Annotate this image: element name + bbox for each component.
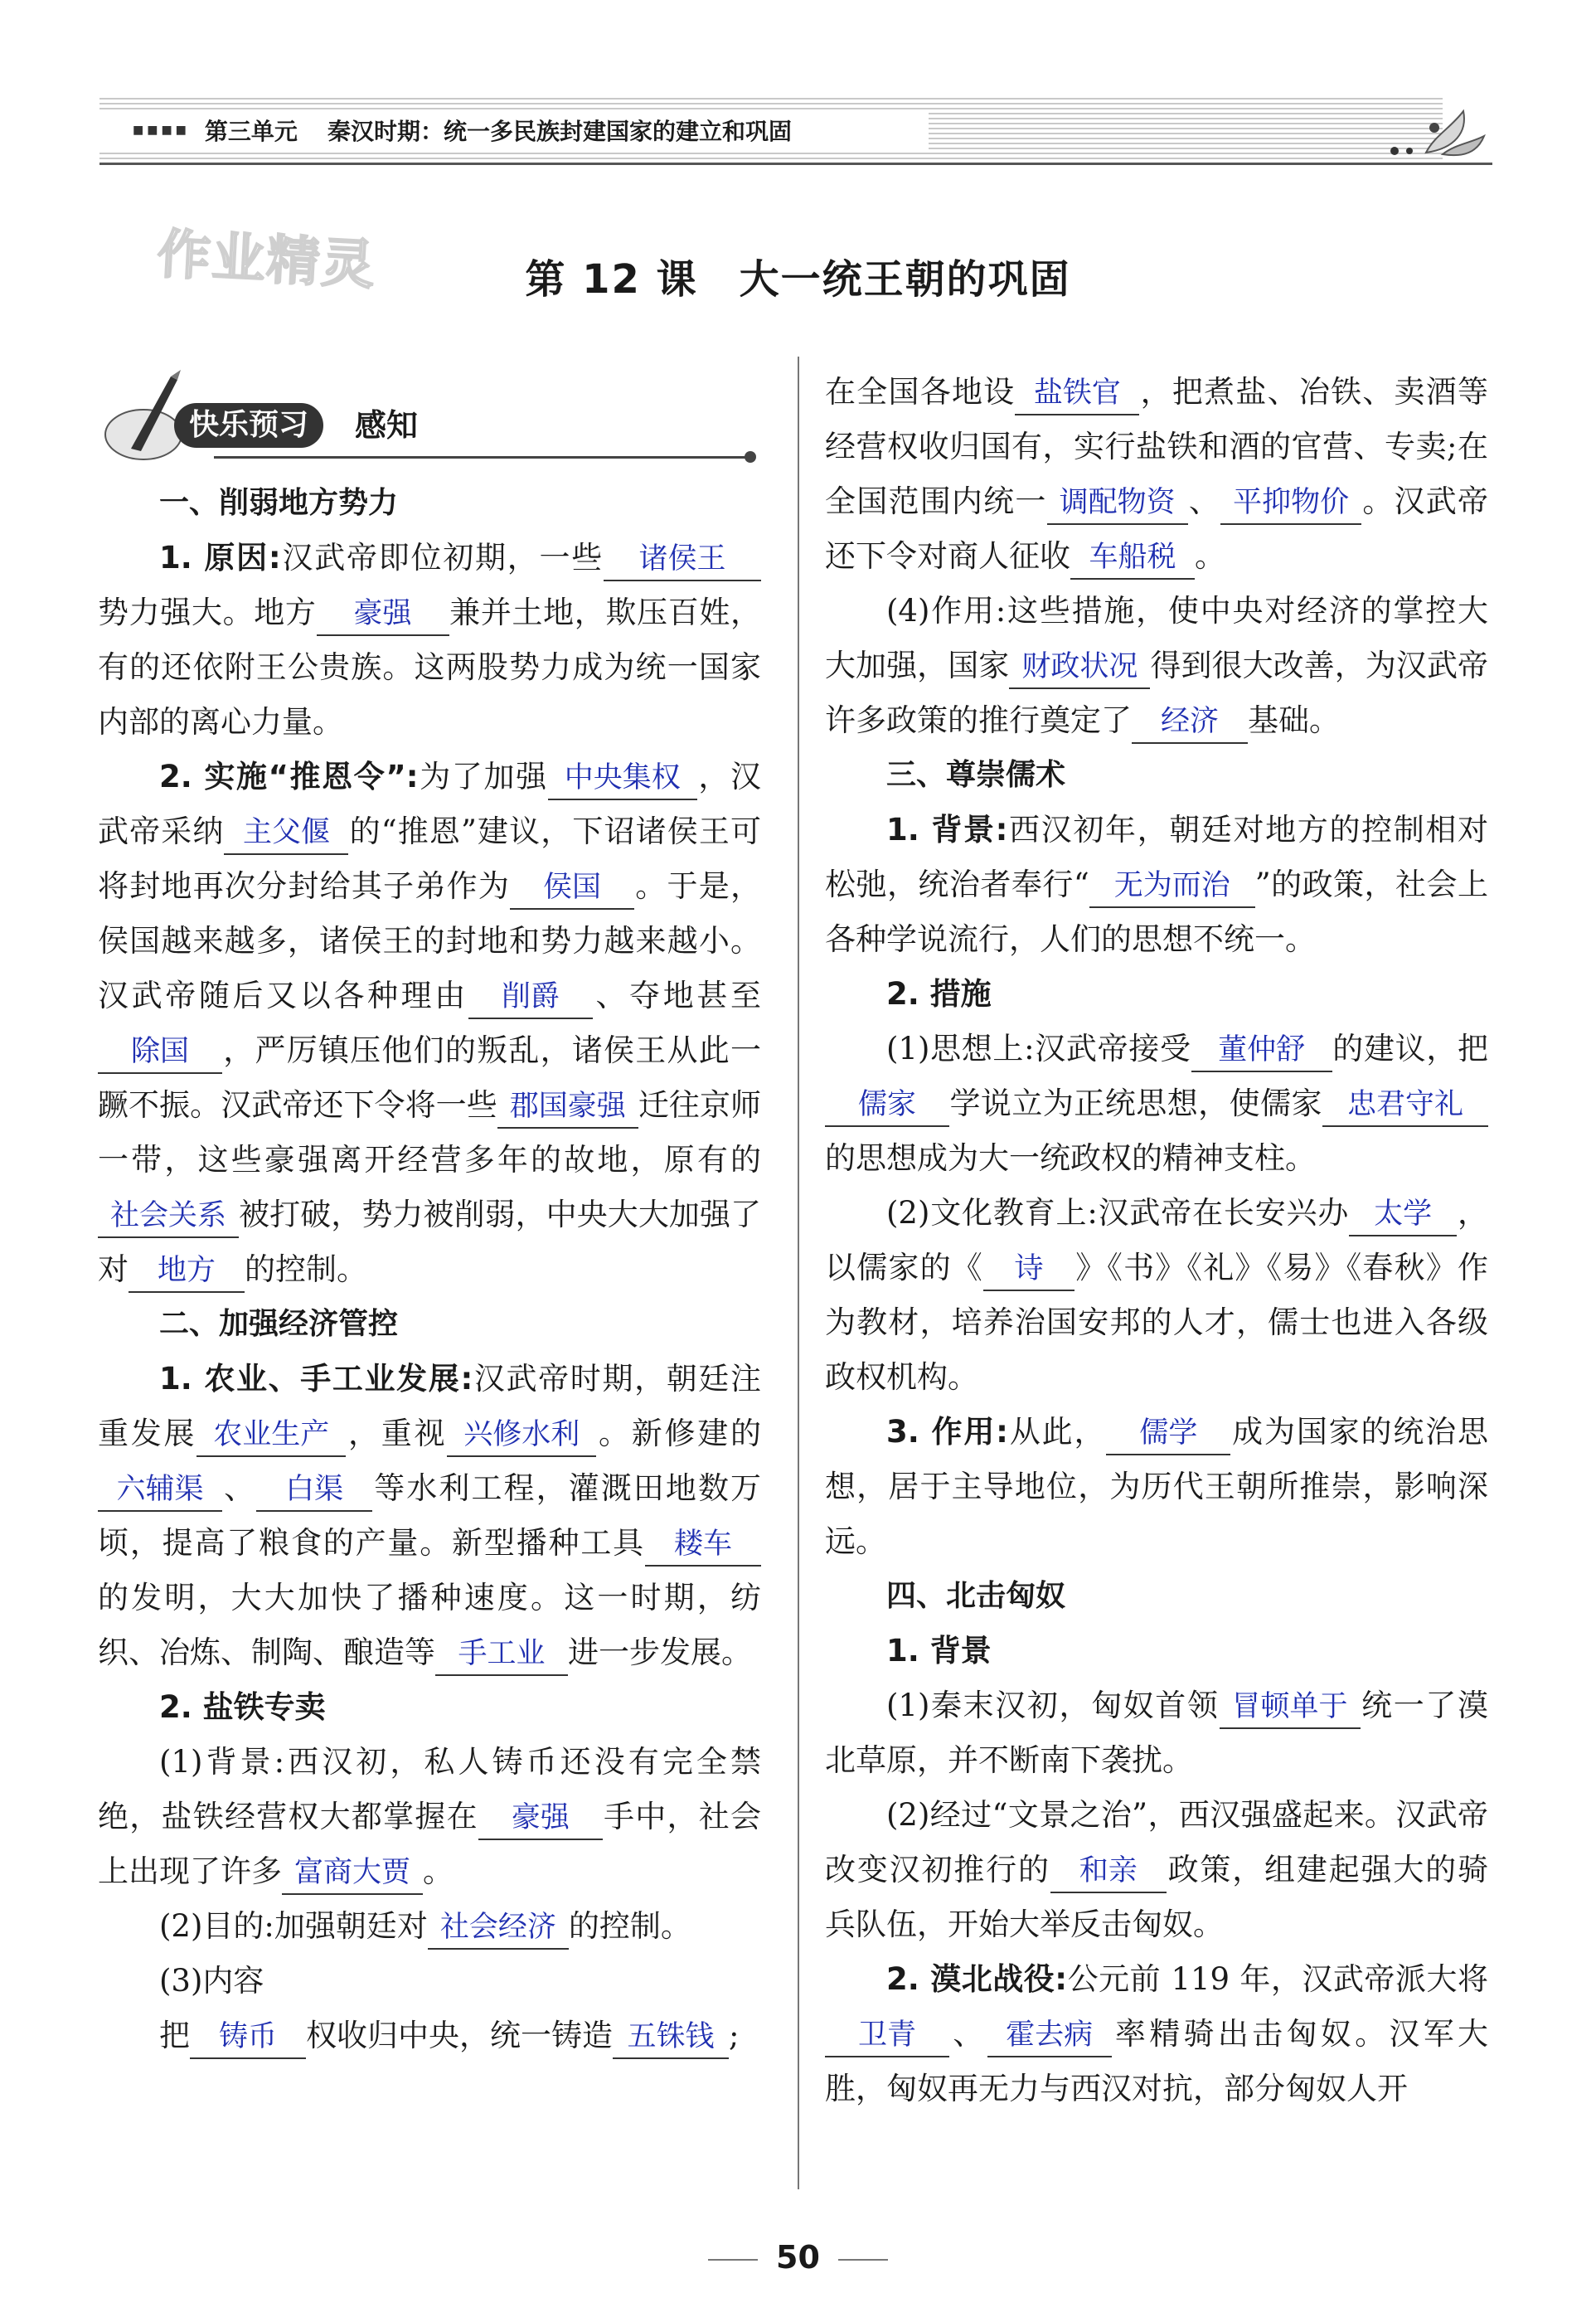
page-header [99, 98, 1492, 163]
paragraph-content: 把 铸币 权收归中央，统一铸造 五铢钱 ; [98, 2009, 761, 2063]
paragraph-salt-iron-officials: 在全国各地设 盐铁官 ，把煮盐、冶铁、卖酒等经营权收归国有，实行盐铁和酒的官营、专卖;在全国范围内统一 调配物资 、 平抑物价 。汉武帝还下令对商人征收 车船税 。 [825, 365, 1488, 584]
section-label: 感知 [355, 407, 419, 444]
subheading-measures: 2. 措施 [886, 976, 992, 1012]
answer-blank[interactable]: 无为而治 [1089, 865, 1255, 908]
paragraph-confucian-effect: 3. 作用:从此， 儒学 成为国家的统治思想，居于主导地位，为历代王朝所推崇，影响深远。 [825, 1414, 1489, 1559]
paragraph-background: (1)背景:西汉初，私人铸币还没有完全禁绝，盐铁经营权大都掌握在 豪强 手中，社会上出现了许多 富商大贾 。 [98, 1735, 761, 1899]
answer-blank[interactable]: 社会经济 [428, 1907, 569, 1950]
answer-blank[interactable]: 儒家 [825, 1084, 949, 1127]
answer-blank[interactable]: 豪强 [317, 593, 449, 636]
answer-blank[interactable]: 兴修水利 [447, 1414, 596, 1457]
paragraph-confucian-background: 1. 背景:西汉初年，朝廷对地方的控制相对松弛，统治者奉行“ 无为而治 ”的政策，社会上各种学说流行，人们的思想不统一。 [825, 812, 1489, 957]
header-title: 秦汉时期：统一多民族封建国家的建立和巩固 [327, 118, 792, 145]
answer-blank[interactable]: 主父偃 [224, 812, 348, 855]
column-divider [798, 357, 799, 2189]
answer-blank[interactable]: 农业生产 [196, 1414, 346, 1457]
answer-blank[interactable]: 社会关系 [98, 1195, 239, 1238]
paragraph-agriculture: 1. 农业、手工业发展:汉武帝时期，朝廷注重发展 农业生产 ，重视 兴修水利 。新修建的六辅渠 、 白渠 等水利工程，灌溉田地数万顷，提高了粮食的产量。新型播种工具 耧车的发明，大大加快了播种速度。这一时期，纺织、冶炼、制陶、酿造等 手工业 进一步发展。 [98, 1352, 761, 1680]
paragraph-mobei-battle: 2. 漠北战役:公元前 119 年，汉武帝派大将卫青 、 霍去病 率精骑出击匈奴。汉军大胜，匈奴再无力与西汉对抗，部分匈奴人开 [825, 1961, 1489, 2106]
heading-3: 三、尊崇儒术 [886, 758, 1066, 792]
page-number: 50 [0, 2239, 1596, 2276]
answer-blank[interactable]: 诗 [983, 1248, 1075, 1291]
heading-1: 一、削弱地方势力 [159, 486, 399, 520]
answer-blank[interactable]: 铸币 [190, 2016, 306, 2059]
answer-blank[interactable]: 五铢钱 [613, 2016, 729, 2059]
answer-blank[interactable]: 和亲 [1050, 1850, 1167, 1893]
paragraph-purpose: (2)目的:加强朝廷对 社会经济 的控制。 [98, 1899, 761, 1954]
subheading-xiongnu-background: 1. 背景 [886, 1633, 992, 1669]
answer-blank[interactable]: 白渠 [256, 1469, 372, 1512]
section-rule [214, 456, 748, 459]
lesson-title: 第 12 课 大一统王朝的巩固 [525, 256, 1071, 303]
answer-blank[interactable]: 地方 [129, 1250, 245, 1293]
heading-4: 四、北击匈奴 [886, 1579, 1066, 1613]
answer-blank[interactable]: 车船税 [1070, 537, 1195, 580]
watermark-logo: 作业精灵 [155, 224, 378, 297]
answer-blank[interactable]: 豪强 [478, 1797, 603, 1840]
answer-blank[interactable]: 盐铁官 [1015, 372, 1139, 415]
answer-blank[interactable]: 财政状况 [1009, 646, 1150, 689]
answer-blank[interactable]: 忠君守礼 [1322, 1084, 1488, 1127]
section-banner [98, 370, 761, 469]
header-unit: 第三单元 [204, 118, 298, 145]
answer-blank[interactable]: 六辅渠 [98, 1469, 222, 1512]
answer-blank[interactable]: 调配物资 [1047, 482, 1188, 525]
section-pill: 快乐预习 [174, 403, 323, 448]
paragraph-tuienling: 2. 实施“推恩令”:为了加强 中央集权 ，汉武帝采纳 主父偃 的“推恩”建议，下诏诸侯王可将封地再次分封给其子弟作为 侯国 。于是，侯国越来越多，诸侯王的封地和势力越来越小。汉武帝随后又以各种理由 削爵 、夺地甚至除国 ，严厉镇压他们的叛乱，诸侯王从此一蹶不振。汉武帝还下令将一些 郡国豪强 迁往京师一带，这些豪强离开经营多年的故地，原有的社会关系 被打破，势力被削弱，中央大大加强了对 地方 的控制。 [98, 750, 761, 1297]
heading-2: 二、加强经济管控 [159, 1307, 399, 1341]
answer-blank[interactable]: 中央集权 [548, 757, 697, 800]
section-rule-dot [745, 451, 756, 463]
answer-blank[interactable]: 诸侯王 [604, 538, 761, 581]
answer-blank[interactable]: 经济 [1132, 701, 1248, 744]
paragraph-reason: 1. 原因:汉武帝即位初期，一些 诸侯王势力强大。地方 豪强 兼并土地，欺压百姓，有的还依附王公贵族。这两股势力成为统一国家内部的离心力量。 [98, 540, 762, 740]
answer-blank[interactable]: 冒顿单于 [1220, 1686, 1361, 1729]
subheading-salt-iron: 2. 盐铁专卖 [159, 1689, 326, 1725]
header-bar [99, 111, 929, 149]
answer-blank[interactable]: 削爵 [468, 976, 593, 1019]
paragraph-ideology: (1)思想上:汉武帝接受 董仲舒 的建议，把儒家 学说立为正统思想，使儒家 忠君守礼的思想成为大一统政权的精神支柱。 [825, 1031, 1488, 1176]
answer-blank[interactable]: 董仲舒 [1191, 1029, 1332, 1072]
paragraph-education: (2)文化教育上:汉武帝在长安兴办 太学 ，以儒家的《 诗 》《书》《礼》《易》《春秋》作为教材，培养治国安邦的人才，儒士也进入各级政权机构。 [825, 1195, 1488, 1395]
leaf-ornament-icon [1385, 103, 1492, 161]
answer-blank[interactable]: 卫青 [825, 2014, 949, 2057]
header-rule [99, 163, 1492, 165]
paragraph-modu: (1)秦末汉初，匈奴首领 冒顿单于 统一了漠北草原，并不断南下袭扰。 [825, 1688, 1488, 1778]
answer-blank[interactable]: 平抑物价 [1220, 482, 1361, 525]
answer-blank[interactable]: 郡国豪强 [497, 1086, 638, 1129]
answer-blank[interactable]: 儒学 [1106, 1412, 1230, 1455]
paragraph-wenjing: (2)经过“文景之治”，西汉强盛起来。汉武帝改变汉初推行的 和亲 政策，组建起强大的骑兵队伍，开始大举反击匈奴。 [825, 1797, 1489, 1942]
answer-blank[interactable]: 耧车 [645, 1523, 761, 1567]
answer-blank[interactable]: 手工业 [435, 1633, 568, 1676]
paragraph-content-label: (3)内容 [159, 1963, 264, 1999]
answer-blank[interactable]: 太学 [1349, 1193, 1457, 1236]
answer-blank[interactable]: 除国 [98, 1031, 222, 1074]
right-column [825, 365, 1488, 2116]
answer-blank[interactable]: 霍去病 [987, 2014, 1112, 2057]
header-dots-icon: ■■■■ [133, 124, 190, 137]
answer-blank[interactable]: 侯国 [510, 867, 634, 910]
left-column [98, 365, 761, 2063]
paragraph-effect: (4)作用:这些措施，使中央对经济的掌控大大加强，国家 财政状况 得到很大改善，为汉武帝许多政策的推行奠定了 经济 基础。 [825, 584, 1488, 748]
answer-blank[interactable]: 富商大贾 [282, 1852, 423, 1895]
